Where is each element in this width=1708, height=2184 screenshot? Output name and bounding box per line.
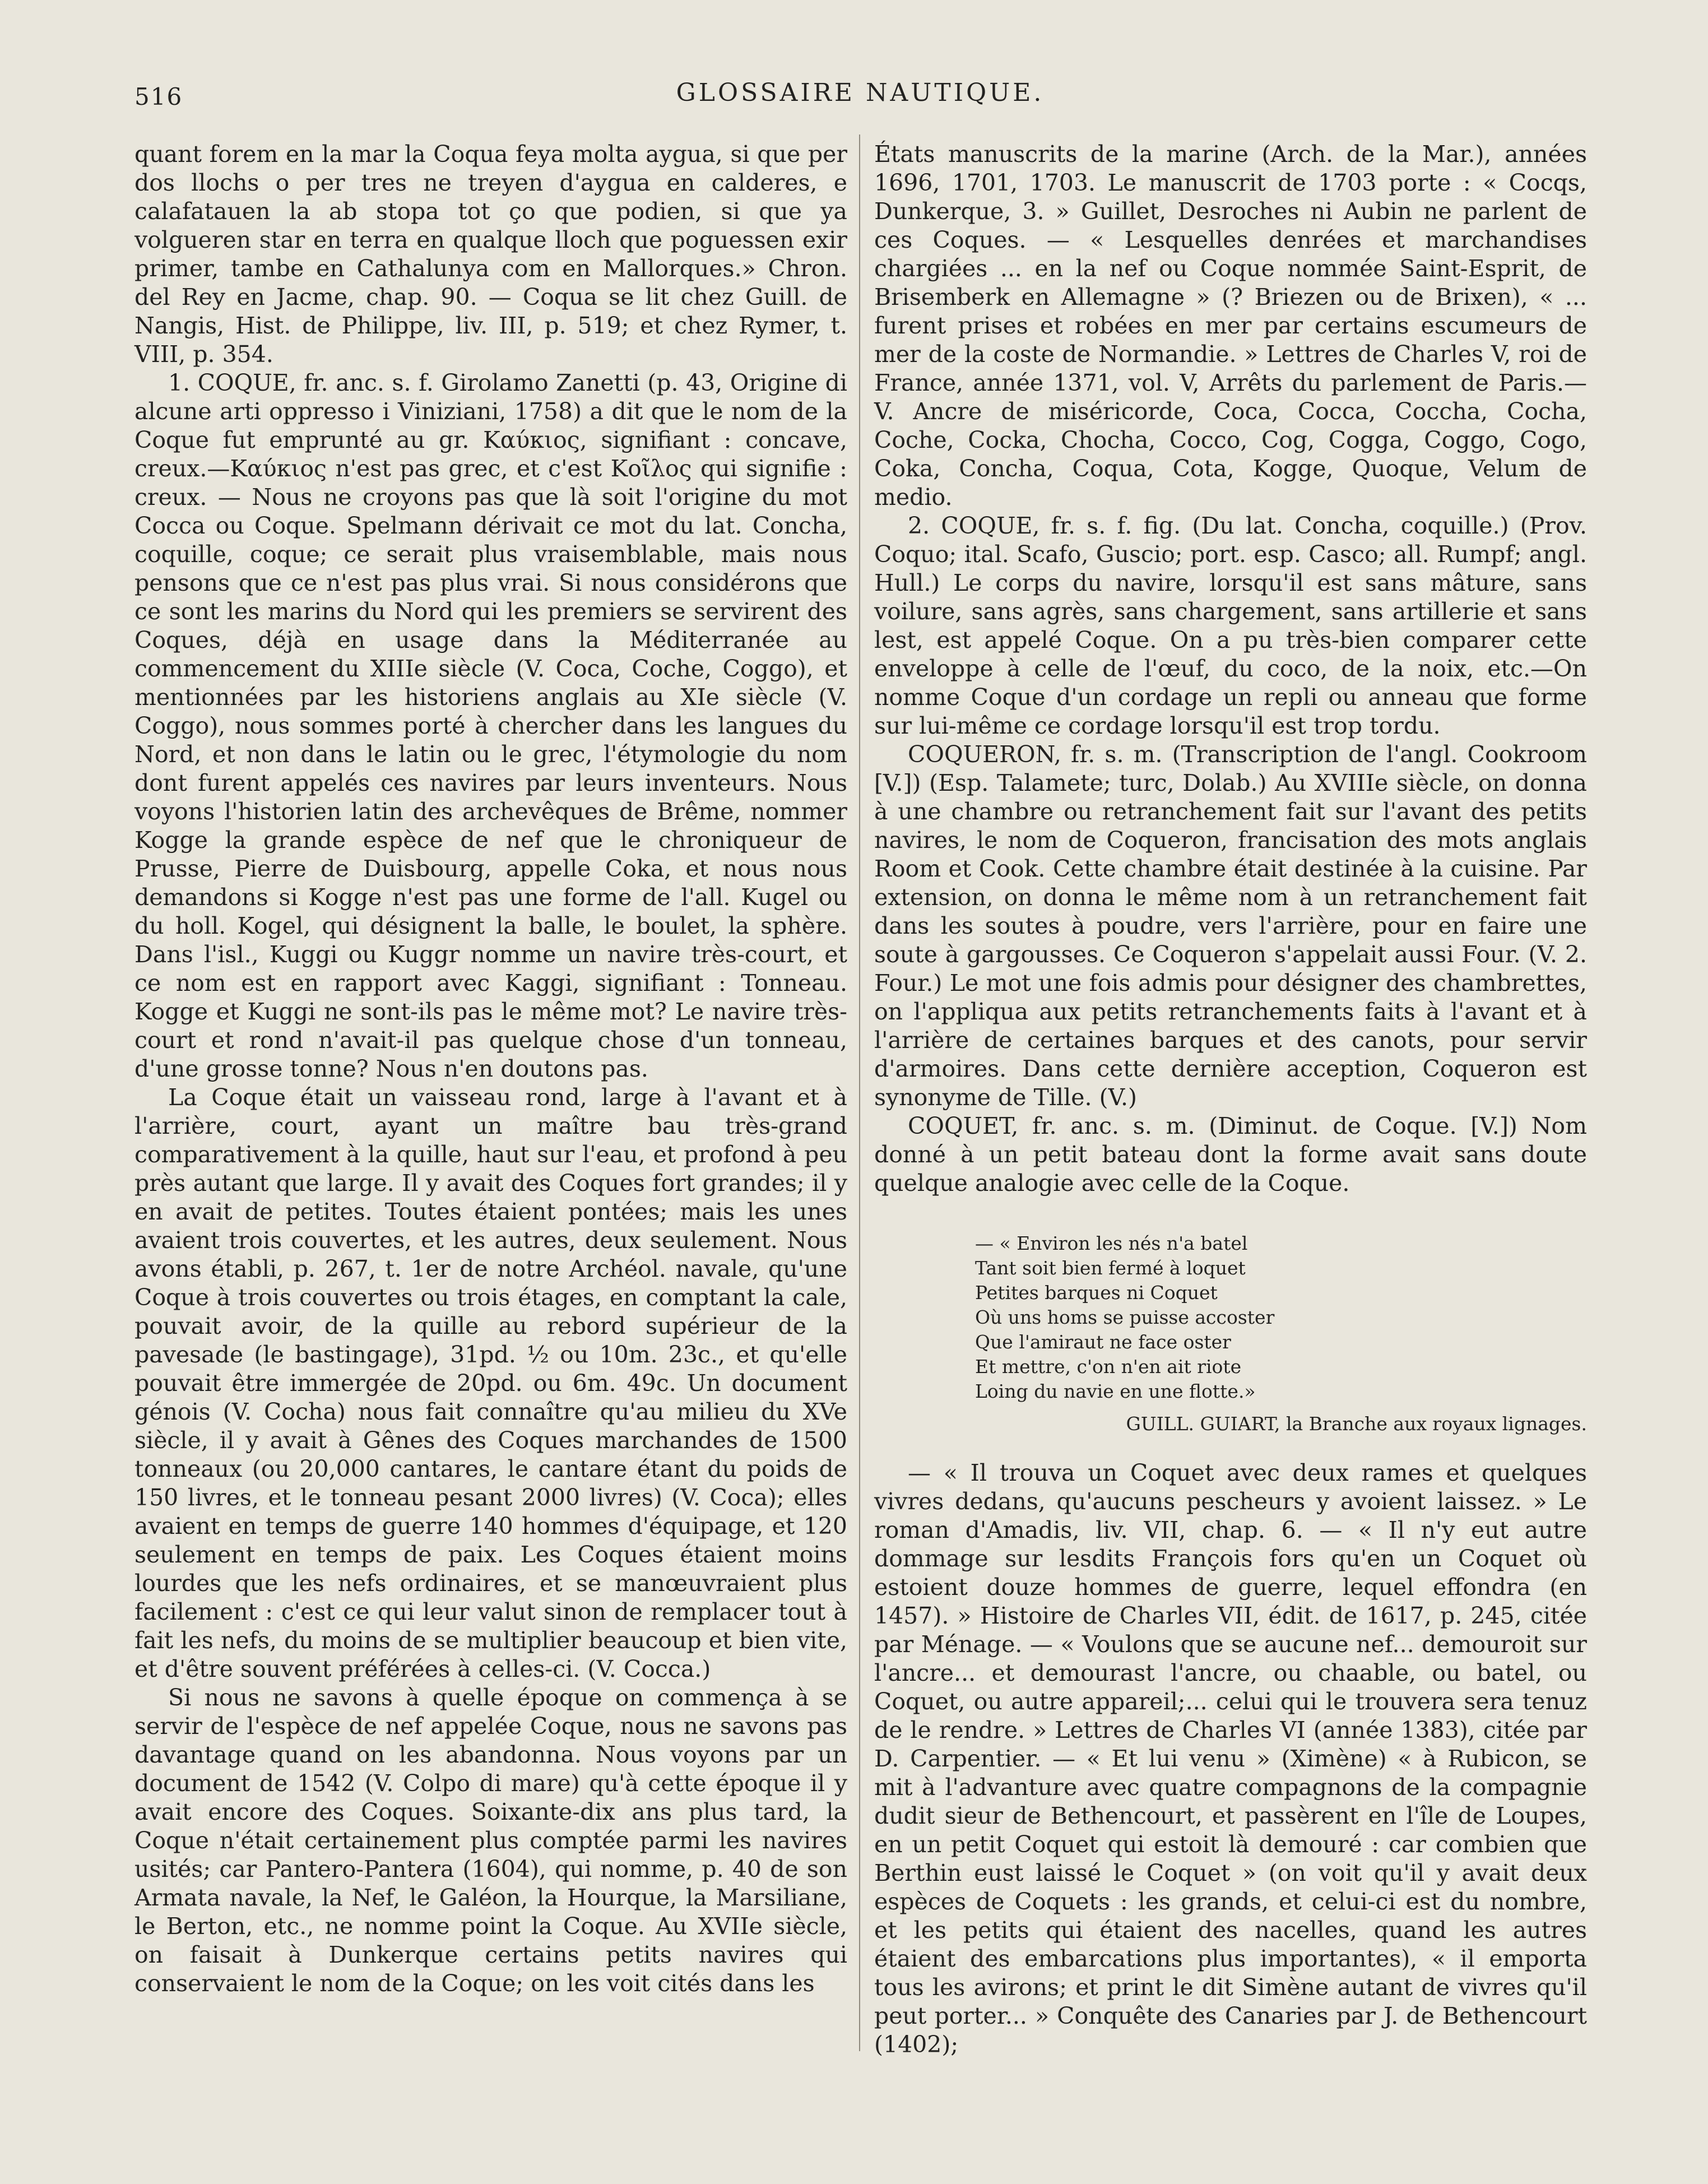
paragraph: COQUERON, fr. s. m. (Transcription de l'angl. Cookroom [V.]) (Esp. Talamete; turc, Dolab.) Au XVIIIe siècle, on donna à une chambre ou retranchement fait sur l'avant des petits navires, le nom de Coqueron, francisation des mots anglais Room et Cook. Cette chambre était destinée à la cuisine. Par extension, on donna le même nom à un retranchement fait dans les soutes à poudre, vers l'arrière, pour en faire une soute à gargousses. Ce Coqueron s'appelait aussi Four. (V. 2. Four.) Le mot une fois admis pour désigner des chambrettes, on l'appliqua aux petits retranchements faits à l'avant et à l'arrière de certaines barques et des canots, pour servir d'armoires. Dans cette dernière acception, Coqueron est synonyme de Tille. (V.) <box>874 741 1587 1111</box>
verse-line: Et mettre, c'on n'en ait riote <box>975 1356 1242 1378</box>
paragraph: La Coque était un vaisseau rond, large à l'avant et à l'arrière, court, ayant un maître bau très-grand comparativement à la quille, haut sur l'eau, et profond à peu près autant que large. Il y avait des Coques fort grandes; il y en avait de petites. Toutes étaient pontées; mais les unes avaient trois couvertes, et les autres, deux seulement. Nous avons établi, p. 267, t. 1er de notre Archéol. navale, qu'une Coque à trois couvertes ou trois étages, en comptant la cale, pouvait avoir, de la quille au rebord supérieur de la pavesade (le bastingage), 31pd. ½ ou 10m. 23c., et qu'elle pouvait être immergée de 20pd. ou 6m. 49c. Un document génois (V. Cocha) nous fait connaître qu'au milieu du XVe siècle, il y avait à Gênes des Coques marchandes de 1500 tonneaux (ou 20,000 cantares, le cantare étant du poids de 150 livres, et le tonneau pesant 2000 livres) (V. Coca); elles avaient en temps de guerre 140 hommes d'équipage, et 120 seulement en temps de paix. Les Coques étaient moins lourdes que les nefs ordinaires, et se manœuvraient plus facilement : c'est ce qui leur valut sinon de remplacer tout à fait les nefs, du moins de se multiplier beaucoup et bien vite, et d'être souvent préférées à celles-ci. (V. Cocca.) <box>134 1084 847 1682</box>
verse-line: Loing du navie en une flotte.» <box>975 1380 1256 1402</box>
verse-line: Tant soit bien fermé à loquet <box>975 1257 1246 1279</box>
verse-line: Petites barques ni Coquet <box>975 1282 1218 1304</box>
paragraph: États manuscrits de la marine (Arch. de la Mar.), années 1696, 1701, 1703. Le manuscrit de 1703 porte : « Cocqs, Dunkerque, 3. » Guillet, Desroches ni Aubin ne parlent de ces Coques. — « Lesquelles denrées et marchandises chargiées ... en la nef ou Coque nommée Saint-Esprit, de Brisemberk en Allemagne » (? Briezen ou de Brixen), « ... furent prises et robées en mer par certains escumeurs de mer de la coste de Normandie. » Lettres de Charles V, roi de France, année 1371, vol. V, Arrêts du parlement de Paris.— V. Ancre de miséricorde, Coca, Cocca, Coccha, Cocha, Coche, Cocka, Chocha, Cocco, Cog, Cogga, Coggo, Cogo, Coka, Concha, Coqua, Cota, Kogge, Quoque, Velum de medio. <box>874 141 1587 511</box>
verse-quote <box>975 1231 1587 1436</box>
page-number: 516 <box>134 83 183 110</box>
quote-attribution: GUILL. GUIART, la Branche aux royaux lignages. <box>1126 1413 1587 1435</box>
verse-line: Que l'amiraut ne face oster <box>975 1331 1231 1353</box>
left-column <box>134 140 847 1998</box>
running-title: GLOSSAIRE NAUTIQUE. <box>676 78 1045 107</box>
paragraph: 1. COQUE, fr. anc. s. f. Girolamo Zanetti (p. 43, Origine di alcune arti oppresso i Viniziani, 1758) a dit que le nom de la Coque fut emprunté au gr. Καύκιος, signifiant : concave, creux.—Καύκιος n'est pas grec, et c'est Κοῖλος qui signifie : creux. — Nous ne croyons pas que là soit l'origine du mot Cocca ou Coque. Spelmann dérivait ce mot du lat. Concha, coquille, coque; ce serait plus vraisemblable, mais nous pensons que ce n'est pas plus vrai. Si nous considérons que ce sont les marins du Nord qui les premiers se servirent des Coques, déjà en usage dans la Méditerranée au commencement du XIIIe siècle (V. Coca, Coche, Coggo), et mentionnées par les historiens anglais au XIe siècle (V. Coggo), nous sommes porté à chercher dans les langues du Nord, et non dans le latin ou le grec, l'étymologie du nom dont furent appelés ces navires par leurs inventeurs. Nous voyons l'historien latin des archevêques de Brême, nommer Kogge la grande espèce de nef que le chroniqueur de Prusse, Pierre de Duisbourg, appelle Coka, et nous nous demandons si Kogge n'est pas une forme de l'all. Kugel ou du holl. Kogel, qui désignent la balle, le boulet, la sphère. Dans l'isl., Kuggi ou Kuggr nomme un navire très-court, et ce nom est en rapport avec Kaggi, signifiant : Tonneau. Kogge et Kuggi ne sont-ils pas le même mot? Le navire très-court et rond n'avait-il pas quelque chose d'un tonneau, d'une grosse tonne? Nous n'en doutons pas. <box>134 369 847 1082</box>
paragraph: 2. COQUE, fr. s. f. fig. (Du lat. Concha, coquille.) (Prov. Coquo; ital. Scafo, Guscio; port. esp. Casco; all. Rumpf; angl. Hull.) Le corps du navire, lorsqu'il est sans mâture, sans voilure, sans agrès, sans chargement, sans artillerie et sans lest, est appelé Coque. On a pu très-bien comparer cette enveloppe à celle de l'œuf, du coco, de la noix, etc.—On nomme Coque d'un cordage un repli ou anneau que forme sur lui-même ce cordage lorsqu'il est trop tordu. <box>874 512 1587 739</box>
paragraph: Si nous ne savons à quelle époque on commença à se servir de l'espèce de nef appelée Coque, nous ne savons pas davantage quand on les abandonna. Nous voyons par un document de 1542 (V. Colpo di mare) qu'à cette époque il y avait encore des Coques. Soixante-dix ans plus tard, la Coque n'était certainement plus comptée parmi les navires usités; car Pantero-Pantera (1604), qui nomme, p. 40 de son Armata navale, la Nef, le Galéon, la Hourque, la Marsiliane, le Berton, etc., ne nomme point la Coque. Au XVIIe siècle, on faisait à Dunkerque certains petits navires qui conservaient le nom de la Coque; on les voit cités dans les <box>134 1684 847 1997</box>
column-divider <box>859 135 860 2051</box>
paragraph: quant forem en la mar la Coqua feya molta aygua, si que per dos llochs o per tres ne treyen d'aygua en calderes, e calafatauen la ab stopa tot ço que podien, si que ya volgueren star en terra en qualque lloch que poguessen exir primer, tambe en Cathalunya com en Mallorques.» Chron. del Rey en Jacme, chap. 90. — Coqua se lit chez Guill. de Nangis, Hist. de Philippe, liv. III, p. 519; et chez Rymer, t. VIII, p. 354. <box>134 141 847 368</box>
paragraph: — « Il trouva un Coquet avec deux rames et quelques vivres dedans, qu'aucuns pescheurs y avoient laissez. » Le roman d'Amadis, liv. VII, chap. 6. — « Il n'y eut autre dommage sur lesdits François fors qu'en un Coquet où estoient douze hommes de guerre, lequel effondra (en 1457). » Histoire de Charles VII, édit. de 1617, p. 245, citée par Ménage. — « Voulons que se aucune nef... demouroit sur l'ancre... et demourast l'ancre, ou chaable, ou batel, ou Coquet, ou autre appareil;... celui qui le trouvera sera tenuz de le rendre. » Lettres de Charles VI (année 1383), citée par D. Carpentier. — « Et lui venu » (Ximène) « à Rubicon, se mit à l'advanture avec quatre compagnons de la compagnie dudit sieur de Bethencourt, et passèrent en l'île de Loupes, en un petit Coquet qui estoit là demouré : car combien que Berthin eust laissé le Coquet » (on voit qu'il y avait deux espèces de Coquets : les grands, et celui-ci est du nombre, et les petits qui étaient des nacelles, quand les autres étaient des embarcations plus importantes), « il emporta tous les avirons; et print le dit Simène autant de vivres qu'il peut porter... » Conquête des Canaries par J. de Bethencourt (1402); <box>874 1459 1587 2058</box>
page-header <box>134 78 1586 123</box>
paragraph: COQUET, fr. anc. s. m. (Diminut. de Coque. [V.]) Nom donné à un petit bateau dont la forme avait sans doute quelque analogie avec celle de la Coque. <box>874 1112 1587 1197</box>
right-column <box>874 140 1587 2059</box>
verse-line: — « Environ les nés n'a batel <box>975 1232 1248 1254</box>
verse-line: Où uns homs se puisse accoster <box>975 1306 1275 1328</box>
